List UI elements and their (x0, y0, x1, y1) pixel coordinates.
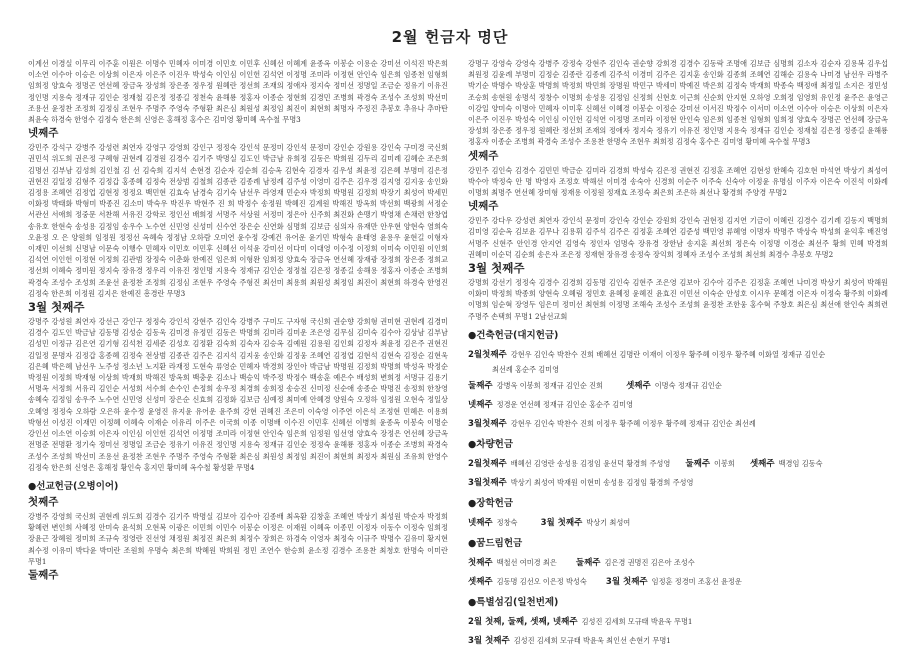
names-list: 강병욱 이봉희 정재규 김인순 진희 (496, 380, 603, 390)
week-heading: 넷째주 (468, 200, 499, 213)
names-paragraph: 강민주 강석구 강병주 강성련 최연자 강영구 강영희 강인구 정정숙 강인석 문정미 강인석 문정미 강인순 강원용 강인숙 구미경 국신희 권민석 위도희 권은정 구혜형 권현례 김경원 김경수 김기주 박명실 김도인 박금남 유희정 김동은 박희원 김두리 김미례 김혜순 조은희 김명선 김부남 김성희 김인철 김 선 김숙희 김지석 손현경 김순자 김순희 김승옥 김현숙 김경자 김우성 최윤정 김은혜 부명미 김은정 권현진 김일정 김형주 김정갑 홍종혜 김정숙 전상범 김철희 김종관 김종례 남정례 김주성 이영미 김주은 김우경 김지영 김지웅 송인화 김정용 조혜연 김정업 김현정 정정요 백민현 김효숙 남경숙 김기숙 남선우 라영재 민순자 박정희 박명원 김정희 박장기 최성여 박세민 이화정 박태화 박형미 박종진 김소미 박숙우 박진우 박현주 진 희 박정수 송정원 박혜진 김계원 박해진 방옥희 박선희 백광희 서정순 서관선 서애희 정중문 서찬해 서유진 강학로 정인선 배희정 서명주 서상원 서정미 정은아 신주희 최진화 손맹기 박영채 손채련 한창엽 송유호 한현숙 송성용 김정임 송우수 노수연 신민영 신성미 신수연 장은순 신연화 심명희 김보금 심의자 유재만 안우현 양현숙 염희숙 오윤정 오 은 양원희 임정원 정정선 옥혜숙 정정남 오하람 오미연 윤수정 강예건 유어운 윤기민 박형숙 윤태영 윤용우 윤현길 이형자 이재민 이선희 신명남 이문숙 이행수 민혜자 이민호 이민후 신혜선 이석윤 강미선 이다미 이대영 이수정 이정희 이미숙 이민원 이인희 김석연 이인헌 이정현 이정희 김관범 장정숙 이춘화 한예진 임은희 이형완 임희정 양효숙 장금옥 연선혜 장재광 장정희 장은종 정희교 정선희 이혜숙 정미원 정지숙 장유경 정우리 이유진 정인명 지용숙 정재규 김인순 정정철 김은정 정종길 송해용 정홍자 이종순 조병희 곽경숙 조성수 조성희 조윤선 윤정찬 조정희 김정심 조현우 주영숙 주형진 최선미 최용희 최원성 최정임 최진이 최현희 하경숙 한영진 김정숙 한은희 이정원 김지은 한예진 흥경란 무명3 (28, 143, 448, 298)
names-paragraph: 이계선 이경실 이무리 이주훈 이원은 이명수 민혜자 이미경 이민호 이민후 신혜선 이혜계 윤종옥 이봉순 이용순 강미선 이석진 박은희 이소연 이수아 이승은 이상희 이은자 이은주 이진우 박성숙 이인심 이인헌 김석연 이정명 조미라 이정현 안인숙 임은희 임종천 임형희 임희정 양효숙 정명곤 연선혜 장금옥 장성희 장은종 정우정 원혜란 정선희 조재의 정애자 정지숙 정미선 정명일 조금순 정유기 이유진 정인명 지용숙 정재규 김인순 정재철 김은정 정종길 정천숙 윤해룡 정홍자 이종순 정현희 김경민 조병희 곽경숙 조성수 조성희 박선미 조용선 윤정찬 조정희 김정심 조현우 주명주 주영숙 주형환 최은심 최원성 최정임 최진이 최현희 최명자 주정진 추봉호 추유나 추마탄 최윤숙 하경숙 한영수 김정숙 한은희 신영은 홍해정 홍수은 김미영 황미혜 옥수철 무명3 (28, 59, 448, 125)
week-label: 넷째주 (468, 517, 493, 528)
names-paragraph: 강명희 강선기 정정숙 김경수 김경희 김동명 김인숙 김현주 조은영 김보아 김수아 김주은 김정훈 조혜연 나미경 박상기 최성여 박해원 이화미 박정희 박종희 양현숙 오혜림 정민호 윤혜정 윤혜진 윤효진 이민선 이숙순 안성호 이시우 문혜경 이은자 이정숙 황주희 이화례 이명희 임순혁 장영두 임은미 정미선 최현희 이정명 조해숙 조성수 조성희 윤정찬 조한웅 홍수혁 주창호 최은심 최선애 한인숙 최희련 주명주 손택희 무명1 2남선교회 (468, 278, 888, 321)
names-list: 강현우 김인숙 박찬수 진희 이정우 황주혜 이정우 황주혜 정재규 김인순 최선례 (510, 418, 756, 428)
names-list: 박상기 최성여 박재원 이현미 송성용 김정임 황경희 주성영 (510, 477, 694, 487)
week-label: 2월 첫째, 둘째, 셋째, 넷째주 (468, 616, 578, 627)
week-label: 셋째주 (468, 576, 493, 587)
names-continued: 최선례 홍순주 김미영 (492, 364, 560, 374)
week-heading: 첫째주 (28, 495, 59, 508)
names-list: 정창숙 (496, 517, 518, 527)
offering-row (468, 631, 888, 648)
category-heading: ●건축헌금(대지헌금) (468, 329, 559, 341)
names-list: 이봉희 (714, 458, 735, 468)
category-heading: ●꿈드림헌금 (468, 537, 523, 549)
offering-row (468, 612, 888, 629)
week-label: 3월첫째주 (468, 477, 507, 488)
week-label: 2월첫째주 (468, 349, 507, 360)
week-label: 3월 첫째주 (605, 576, 648, 587)
week-label: 둘째주 (468, 380, 493, 391)
week-label: 2월첫째주 (468, 458, 507, 469)
names-paragraph: 강명주 강성원 최연자 강선근 강인구 정정숙 강인석 강현주 김인숙 강병주 구미도 구자형 국신희 권순향 강희형 권미현 권현례 김경미 김경수 김도인 박금남 김동명 김성순 김동욱 김미경 유정민 김동은 박명희 김미라 김미운 조은영 김무심 김미숙 김수아 김상남 김부남 김성민 이정규 김은연 김기형 김석천 김세준 김성호 김정환 김숙희 김숙자 김승옥 김예원 김용원 김인회 김정자 최윤정 김은주 권현진 김일정 문명자 김정갑 홍종혜 김정숙 전상범 김종관 김주은 김지석 김지웅 송인화 김정웅 조혜연 김정엽 김현석 김현숙 김정순 김현욱 김은혜 박은혜 남선우 노주성 정소년 노지환 라재정 도현숙 류영순 민혜자 박경희 장인아 박금남 박명원 김정희 박명희 박성옥 박정순 박정원 이정희 박재형 이상희 박재희 박해진 방옥희 백충운 김소나 백승익 박주정 박정수 백송훈 예은수 배성희 변희정 서명규 김용기 서명옥 서정희 서유리 김인순 서성희 서수희 손수인 손정희 송우정 최경희 송희정 송승진 신미정 신순애 송종순 박명진 송정희 한창영 송혜숙 김정임 송우주 노수연 신민영 신성미 장은순 신효희 김정화 김보금 심예정 최미예 안혜경 양원숙 오정하 임정원 오현숙 정일상 오혜영 정정숙 오하람 오은하 윤수정 윤영진 유지윤 유어운 윤주희 강현 권혜진 조은미 이숙영 이주연 이은석 조정현 민혜은 이용희 박형선 이성진 이재민 이정혜 이혜숙 이재순 이유리 이주은 이국희 이종 이명배 이수진 이민후 신혜선 이병희 윤종옥 이봉숙 이명순 강인선 이소연 이승희 이은자 이인심 이인헌 김석연 이정명 조미라 이정현 안인숙 임은희 임정원 임선영 양효숙 장정은 연선혜 장금옥 전명준 전명환 정기숙 정미선 정명일 조금순 정유기 이유진 정인명 지용숙 정재규 김인순 정정숙 윤해룡 정홍자 이종순 조병희 곽경숙 조성수 조성희 박선미 조용선 윤정찬 조현우 주명주 주영숙 주형환 최은심 최원성 최정임 최진이 최현희 최정자 최원심 조유희 한영수 김정숙 한은희 신영은 홍해정 황인숙 홍지민 황미혜 옥수철 황성환 무명4 (28, 317, 448, 472)
names-list: 박상기 최성여 (586, 517, 631, 527)
names-paragraph: 강병주 강영희 국신희 권현례 위도희 김경수 김기주 박명실 김보아 김수아 김종배 최옥환 김창훈 조혜연 박상기 최성원 박순자 박정희 황혜련 변인희 사혜정 안미숙 윤석희 오현복 이광은 이민희 이민수 이봉순 이정은 이재원 이혜옥 이종민 이정자 이동수 이정숙 임희정 장윤근 장혜원 정미희 조규숙 정영란 진선영 채정원 최정진 최은희 최정수 장희은 하경숙 이영자 최정숙 이규주 박명수 김유미 황지현 최수정 이유미 박다윤 박미란 조원희 우명숙 최은희 박혜원 박희원 정민 조연수 한승희 윤소정 김경수 조용찬 최청호 한명숙 이미란 무명1 (28, 511, 448, 566)
names-list: 김성진 김세희 모규태 박윤욱 무명1 (581, 616, 693, 626)
offering-row (468, 572, 888, 589)
week-heading: 3월 첫째주 (468, 261, 525, 276)
names-list: 임정훈 정경미 조홍선 윤정운 (651, 576, 742, 586)
week-heading: 둘째주 (28, 568, 59, 581)
offering-row (468, 454, 888, 471)
names-list: 백철선 여미경 최은 (496, 557, 557, 567)
names-list: 김동명 김선오 이은정 박성숙 (496, 576, 587, 586)
week-heading: 넷째주 (28, 127, 59, 140)
names-list: 정경운 연선혜 정재규 김인순 홍순주 김미영 (496, 399, 634, 409)
names-paragraph: 강민주 김인숙 김경수 김민민 박금순 김미라 김경희 박성숙 김은정 권현진 김정훈 조혜연 김현성 한혜숙 김호현 마석연 박상기 최성여 박수아 박정숙 안 명 박영자 조정호 박해선 이미경 송숙아 신경희 이순주 이주숙 신숙아 이정윤 유명심 이주자 이은숙 이진석 이화례 이명희 최명주 연선혜 장미형 정재용 이정원 정재효 조정숙 최은희 조은하 최선나 황경희 주양경 무명2 (468, 165, 888, 198)
offering-row (468, 414, 888, 431)
week-heading: 셋째주 (468, 149, 499, 162)
week-label: 3월 첫째주 (468, 635, 510, 646)
week-label: 3월 첫째주 (540, 517, 583, 528)
week-label: 넷째주 (468, 399, 493, 410)
names-list: 김은경 권명진 김은아 조성수 (604, 557, 695, 567)
offering-row (468, 376, 888, 393)
offering-row (468, 345, 888, 362)
week-label: 둘째주 (685, 458, 711, 469)
week-label: 둘째주 (575, 557, 601, 568)
names-list: 백경임 김동숙 (778, 458, 823, 468)
category-heading: ●장학헌금 (468, 497, 513, 509)
offering-row (468, 473, 888, 490)
names-list: 배혜선 김영란 송성용 김정임 윤선덕 황경희 주성영 (510, 458, 671, 468)
offering-row (468, 513, 888, 530)
category-heading: ●특별섬김(일천번제) (468, 596, 559, 608)
names-list: 이명숙 정재규 김인순 (654, 380, 722, 390)
week-label: 첫째주 (468, 557, 493, 568)
right-column (468, 58, 888, 650)
category-heading: ●선교헌금(오병이어) (28, 480, 119, 492)
left-column (28, 58, 448, 584)
week-heading: 3월 첫째주 (28, 300, 85, 315)
category-heading: ●차량헌금 (468, 438, 513, 450)
names-list: 김성진 김세희 모규태 박윤욱 최인선 손현기 무명1 (513, 635, 671, 645)
names-list: 강현우 김인숙 박찬수 진희 배혜선 김명란 이재이 이정우 황주혜 이정우 황주혜 이화열 정재규 김인순 (510, 349, 826, 359)
names-paragraph: 강민주 강다우 강성련 최연자 강인석 문정미 강인숙 강인순 강원희 강인숙 권현정 김지연 기금이 이혜린 김경수 김기례 김동지 백명희 김미영 김순옥 김보윤 김무나 김용휘 김주석 김주은 김정훈 조혜연 김준성 백민영 류혜영 이명자 박명주 박상숙 박성희 윤익후 배진영 서명주 신현주 안인경 안지연 김영숙 정인자 엄명숙 장유경 장한남 송지훈 최선희 정은숙 이정명 이경순 최선주 황희 민혜 박경희 권혜미 이순덕 김순희 송은자 조은정 정재현 장유경 송정숙 장익희 정혜자 조성수 조성희 최선희 최경수 추봉호 무명2 (468, 216, 888, 259)
page-title: 2월 헌금자 명단 (391, 28, 509, 46)
week-label: 3월첫째주 (468, 418, 507, 429)
offering-row (468, 395, 888, 412)
offering-row (468, 553, 888, 570)
names-paragraph: 강명구 강영숙 강영숙 강병주 강정숙 강현주 김인숙 권순향 강희경 김경수 김동락 조명애 김보금 심명희 김소자 김순자 김용복 김우섭 최원정 김윤례 부명미 김정순 김종란 김종례 김주석 이경미 김주은 김지훈 송인화 김종희 조혜연 김해순 김용숙 나미경 남선우 라병주 박기순 박명수 박상훈 박명희 박정희 박민희 장명원 박민구 박세미 박예진 박은희 김정숙 박재희 박종숙 백정애 최정일 소지은 정민성 조승희 송현원 송명석 정창수 이명희 송성용 김정임 신정희 신현호 이근희 신순희 안지현 오하영 오희정 임영희 유인정 윤주은 윤영근 이강일 양미숙 이명아 민혜자 이미후 신혜선 이혜경 이봉순 이정순 강미선 이서진 박정수 이서미 이소연 이수아 이승은 이상희 이은자 이은주 이진우 박성숙 이인심 이인헌 김석연 이정명 조미라 이정현 안인숙 임은희 임종천 임형희 임희정 양효숙 장명곤 연선혜 장금옥 장성희 장은종 정우정 원혜란 정선희 조재의 정애자 정지숙 정유기 이유진 정인명 지용숙 정재규 김인순 정재철 김은정 정종길 윤해룡 정홍자 이종순 조병희 곽경숙 조성수 조용찬 한명숙 조현우 최희정 김정숙 홍수은 김미영 황미혜 옥수철 무명3 (468, 59, 888, 147)
week-label: 셋째주 (626, 380, 651, 391)
week-label: 셋째주 (749, 458, 775, 469)
